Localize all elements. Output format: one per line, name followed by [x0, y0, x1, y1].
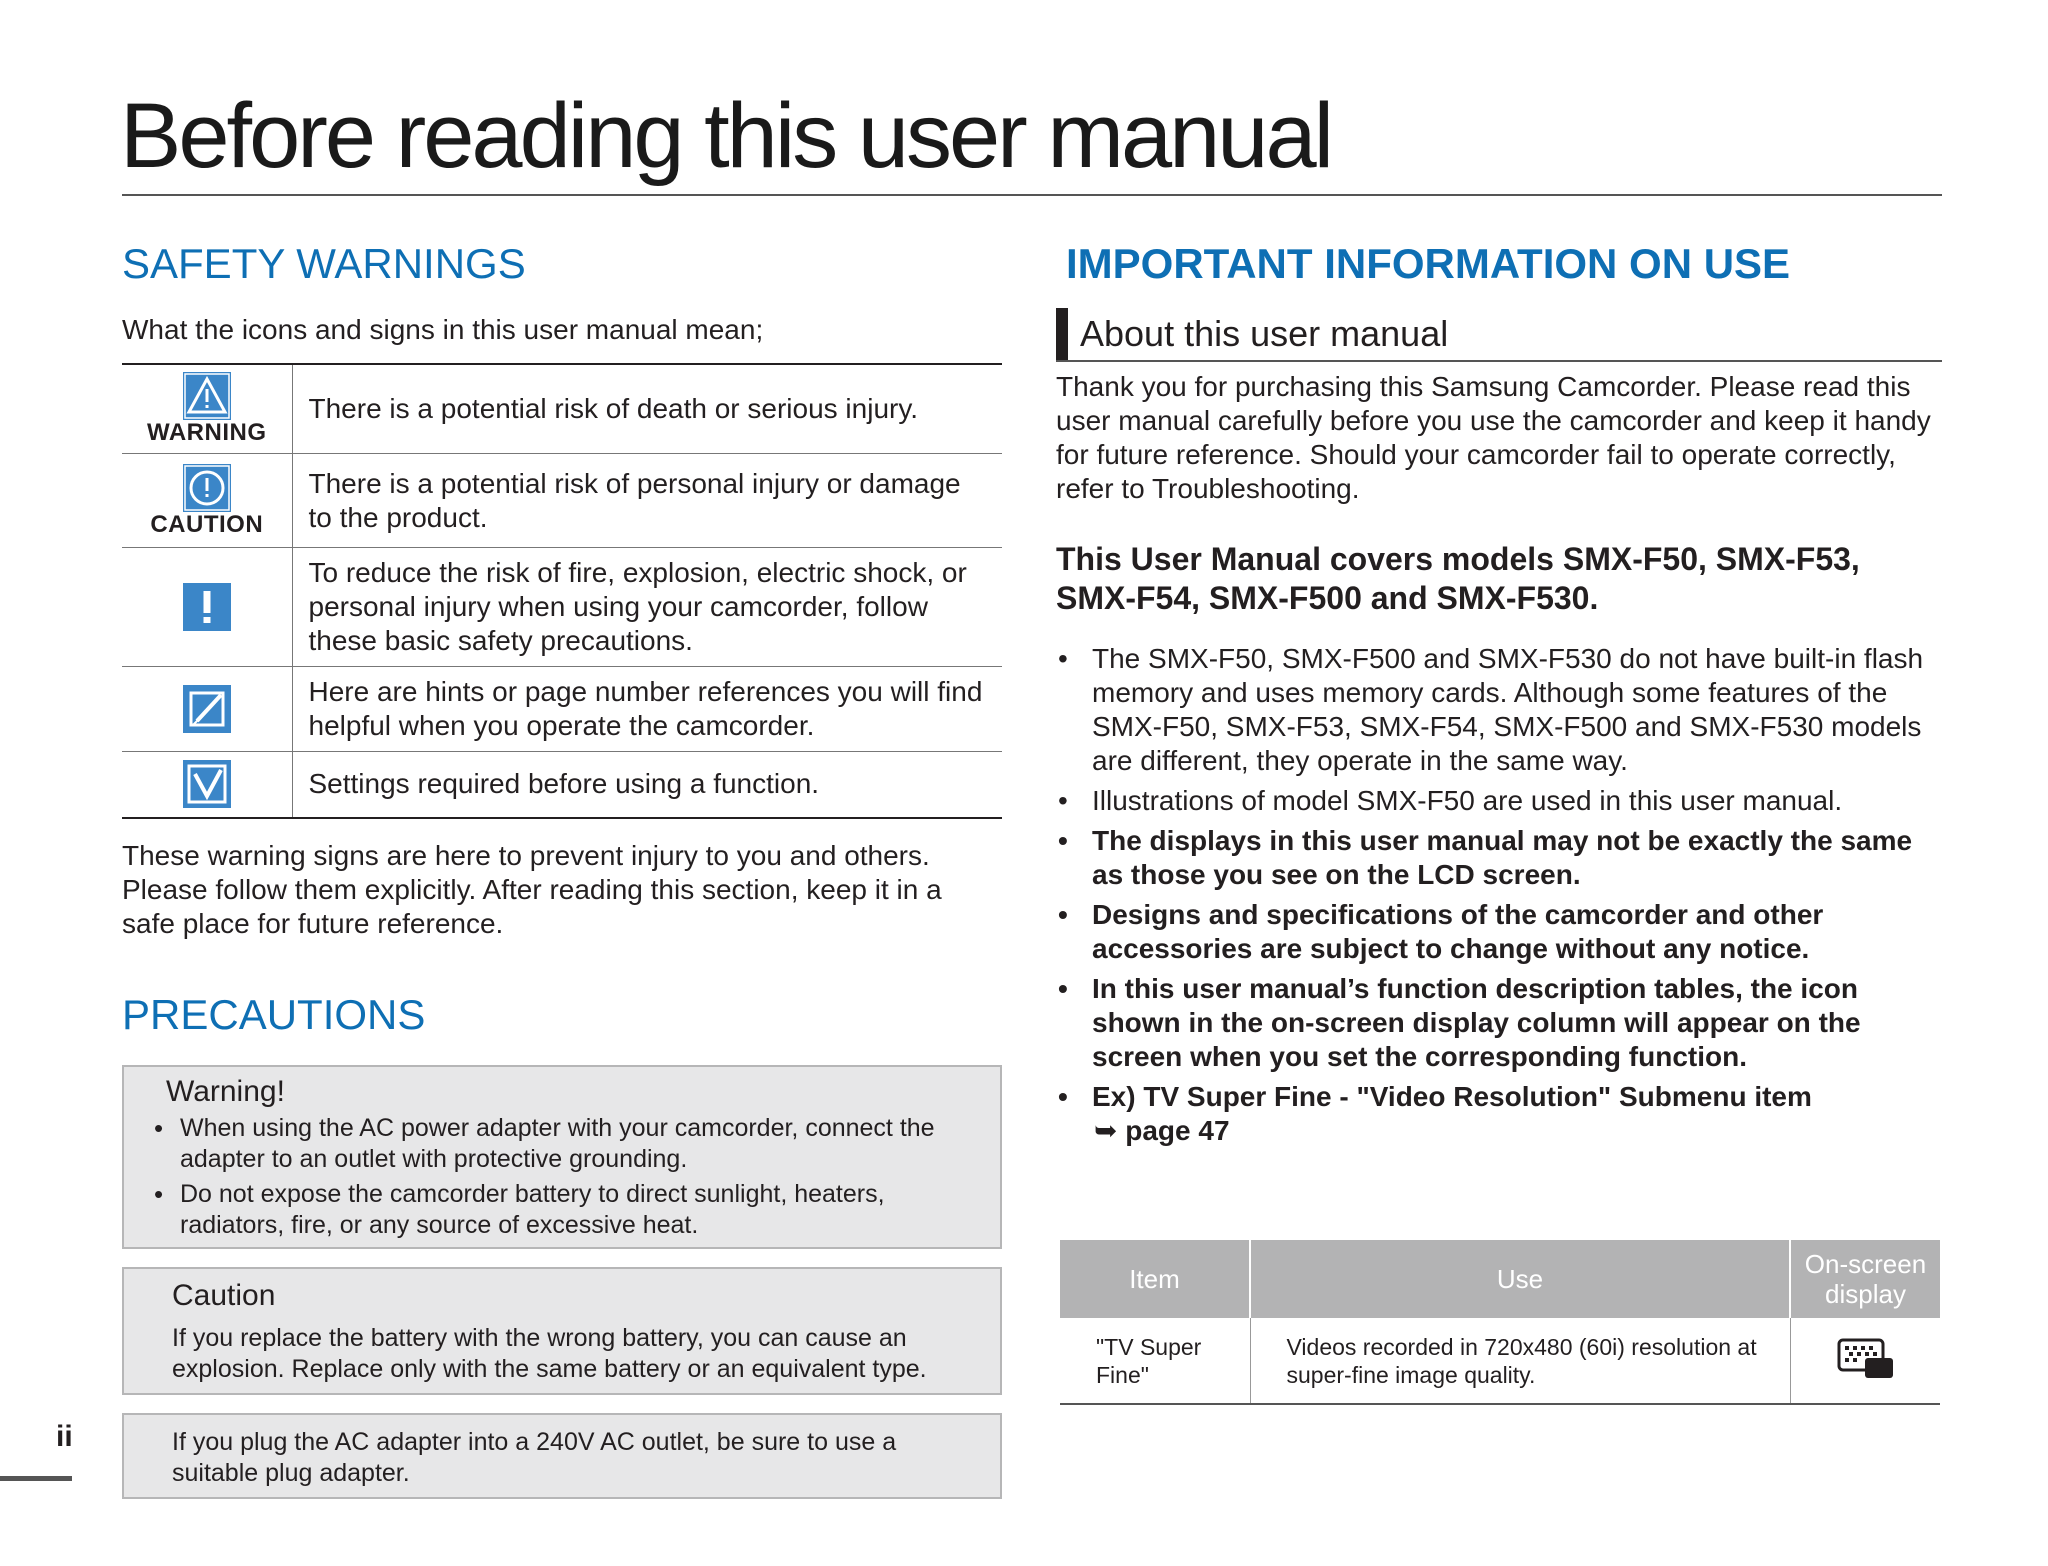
hint-text: Here are hints or page number references you will find helpful when you operate the camcorder.	[292, 667, 1002, 752]
thank-you-paragraph: Thank you for purchasing this Samsung Camcorder. Please read this user manual carefully before you use the camcorder and keep it handy for future reference. Should your camcorder fail to operate correctly, refer to Troubleshooting.	[1056, 371, 1931, 505]
warning-box-title: Warning!	[166, 1074, 285, 1108]
page-number-bar	[0, 1476, 72, 1481]
subheading-text: About this user manual	[1080, 313, 1449, 355]
adapter-note-text: If you plug the AC adapter into a 240V AC outlet, be sure to use a suitable plug adapter.	[172, 1427, 897, 1487]
list-item: • In this user manual’s function description tables, the icon shown in the on-screen display column will appear on the screen when you set the corresponding function.	[1056, 972, 1942, 1074]
title-divider	[122, 194, 1942, 196]
adapter-note-box	[122, 1413, 1002, 1499]
left-column	[122, 240, 1002, 1499]
warning-box	[122, 1065, 1002, 1249]
icon-legend-table	[122, 363, 1002, 819]
table-row	[122, 454, 1002, 548]
example-text: Ex) TV Super Fine - "Video Resolution" Submenu item	[1092, 1081, 1812, 1113]
warning-text: There is a potential risk of death or serious injury.	[308, 392, 919, 424]
use-cell: Videos recorded in 720x480 (60i) resolution at super-fine image quality.	[1250, 1318, 1790, 1404]
caution-box-text: If you replace the battery with the wrong battery, you can cause an explosion. Replace only with the same battery or an equivalent type.	[172, 1323, 927, 1383]
table-row	[1060, 1318, 1940, 1404]
column-header-display: On-screen display	[1790, 1240, 1940, 1318]
subheading-bar	[1056, 308, 1068, 360]
tv-super-fine-icon	[1835, 1336, 1895, 1380]
item-cell: "TV Super Fine"	[1060, 1318, 1250, 1404]
precautions-heading: PRECAUTIONS	[122, 990, 426, 1038]
list-item	[1056, 1080, 1942, 1148]
caution-box-title: Caution	[172, 1278, 276, 1312]
important-info-heading: IMPORTANT INFORMATION ON USE	[1066, 240, 1791, 287]
list-item: • Designs and specifications of the camcorder and other accessories are subject to change without any notice.	[1056, 898, 1942, 966]
column-header-item: Item	[1060, 1240, 1250, 1318]
icon-cell	[122, 454, 292, 548]
warning-signs-note: These warning signs are here to prevent injury to you and others. Please follow them explicitly. After reading this section, keep it in a safe place for future reference.	[122, 839, 942, 939]
list-item: • The displays in this user manual may not be exactly the same as those you see on the LCD screen.	[1056, 824, 1942, 892]
icon-cell	[122, 667, 292, 752]
icon-cell	[122, 548, 292, 667]
table-row	[122, 364, 1002, 454]
list-item: • Illustrations of model SMX-F50 are used in this user manual.	[1056, 784, 1942, 818]
icon-cell	[122, 752, 292, 818]
table-row	[122, 548, 1002, 667]
page-reference: ➥ page 47	[1094, 1115, 1230, 1147]
right-column	[1056, 240, 1942, 1154]
page-title: Before reading this user manual	[120, 85, 1332, 187]
warning-triangle-icon	[183, 372, 231, 420]
table-row	[122, 752, 1002, 818]
settings-text: Settings required before using a function.	[292, 752, 1002, 818]
about-manual-subheading	[1056, 308, 1942, 362]
hint-pencil-icon	[183, 685, 231, 733]
function-description-table	[1060, 1240, 1940, 1405]
caution-box	[122, 1267, 1002, 1395]
caution-circle-icon	[183, 464, 231, 512]
checkmark-icon	[183, 760, 231, 808]
info-bullets	[1056, 642, 1942, 1148]
table-row	[122, 667, 1002, 752]
table-header-row	[1060, 1240, 1940, 1318]
exclamation-icon	[183, 583, 231, 631]
display-cell	[1790, 1318, 1940, 1404]
safety-warnings-heading: SAFETY WARNINGS	[122, 240, 526, 287]
page-number: ii	[56, 1420, 73, 1453]
models-covered: This User Manual covers models SMX-F50, SMX-F53, SMX-F54, SMX-F500 and SMX-F530.	[1056, 541, 1860, 617]
warning-label: WARNING	[147, 418, 267, 446]
caution-text: There is a potential risk of personal injury or damage to the product.	[292, 454, 1002, 548]
precaution-text: To reduce the risk of fire, explosion, electric shock, or personal injury when using your camcorder, follow these basic safety precautions.	[292, 548, 1002, 667]
safety-intro: What the icons and signs in this user manual mean;	[122, 314, 764, 346]
list-item: • When using the AC power adapter with your camcorder, connect the adapter to an outlet with protective grounding.	[144, 1113, 980, 1175]
column-header-use: Use	[1250, 1240, 1790, 1318]
list-item: • The SMX-F50, SMX-F500 and SMX-F530 do not have built-in flash memory and uses memory cards. Although some features of the SMX-F50, SMX-F53, SMX-F54, SMX-F500 and SMX-F530 models are different, they operate in the same way.	[1056, 642, 1942, 778]
warning-list	[144, 1113, 980, 1241]
list-item: • Do not expose the camcorder battery to direct sunlight, heaters, radiators, fire, or any source of excessive heat.	[144, 1179, 980, 1241]
icon-cell	[122, 364, 292, 454]
caution-label: CAUTION	[150, 510, 264, 538]
